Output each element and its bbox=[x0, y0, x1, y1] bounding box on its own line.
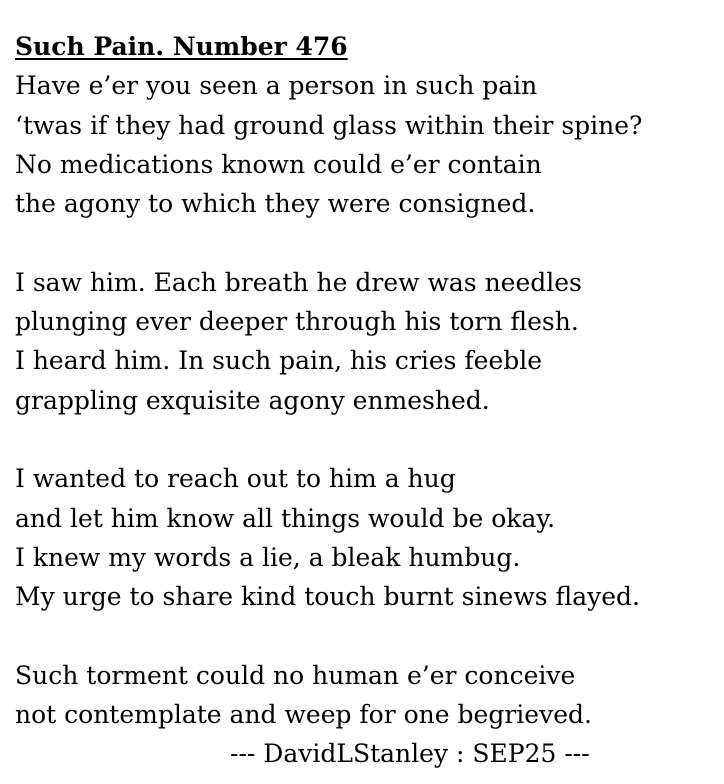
poem-line: My urge to share kind touch burnt sinews flayed. bbox=[15, 582, 640, 612]
poem-line: Have e’er you seen a person in such pain bbox=[15, 71, 538, 101]
poem-line: I heard him. In such pain, his cries feeble bbox=[15, 346, 543, 376]
poem-line: not contemplate and weep for one begrieved. bbox=[15, 700, 592, 730]
stanza-break bbox=[15, 223, 715, 262]
poem-line: I knew my words a lie, a bleak humbug. bbox=[15, 542, 521, 572]
poem-title: Such Pain. Number 476 bbox=[15, 32, 348, 61]
poem-line: grappling exquisite agony enmeshed. bbox=[15, 385, 490, 415]
poem-line: I wanted to reach out to him a hug bbox=[15, 464, 456, 494]
poem-line: Such torment could no human e’er conceive bbox=[15, 660, 576, 690]
poem-line: and let him know all things would be okay. bbox=[15, 503, 556, 533]
stanza-break bbox=[15, 616, 715, 655]
poem-line: I saw him. Each breath he drew was needles bbox=[15, 267, 582, 297]
poem-line: No medications known could e’er contain bbox=[15, 149, 542, 179]
poem-line: plunging ever deeper through his torn flesh. bbox=[15, 307, 579, 337]
poem-line: ‘twas if they had ground glass within their spine? bbox=[15, 110, 643, 140]
stanza-break bbox=[15, 420, 715, 459]
poem-document bbox=[15, 27, 715, 774]
author-signature: --- DavidLStanley : SEP25 --- bbox=[230, 739, 590, 769]
poem-line: the agony to which they were consigned. bbox=[15, 189, 536, 219]
